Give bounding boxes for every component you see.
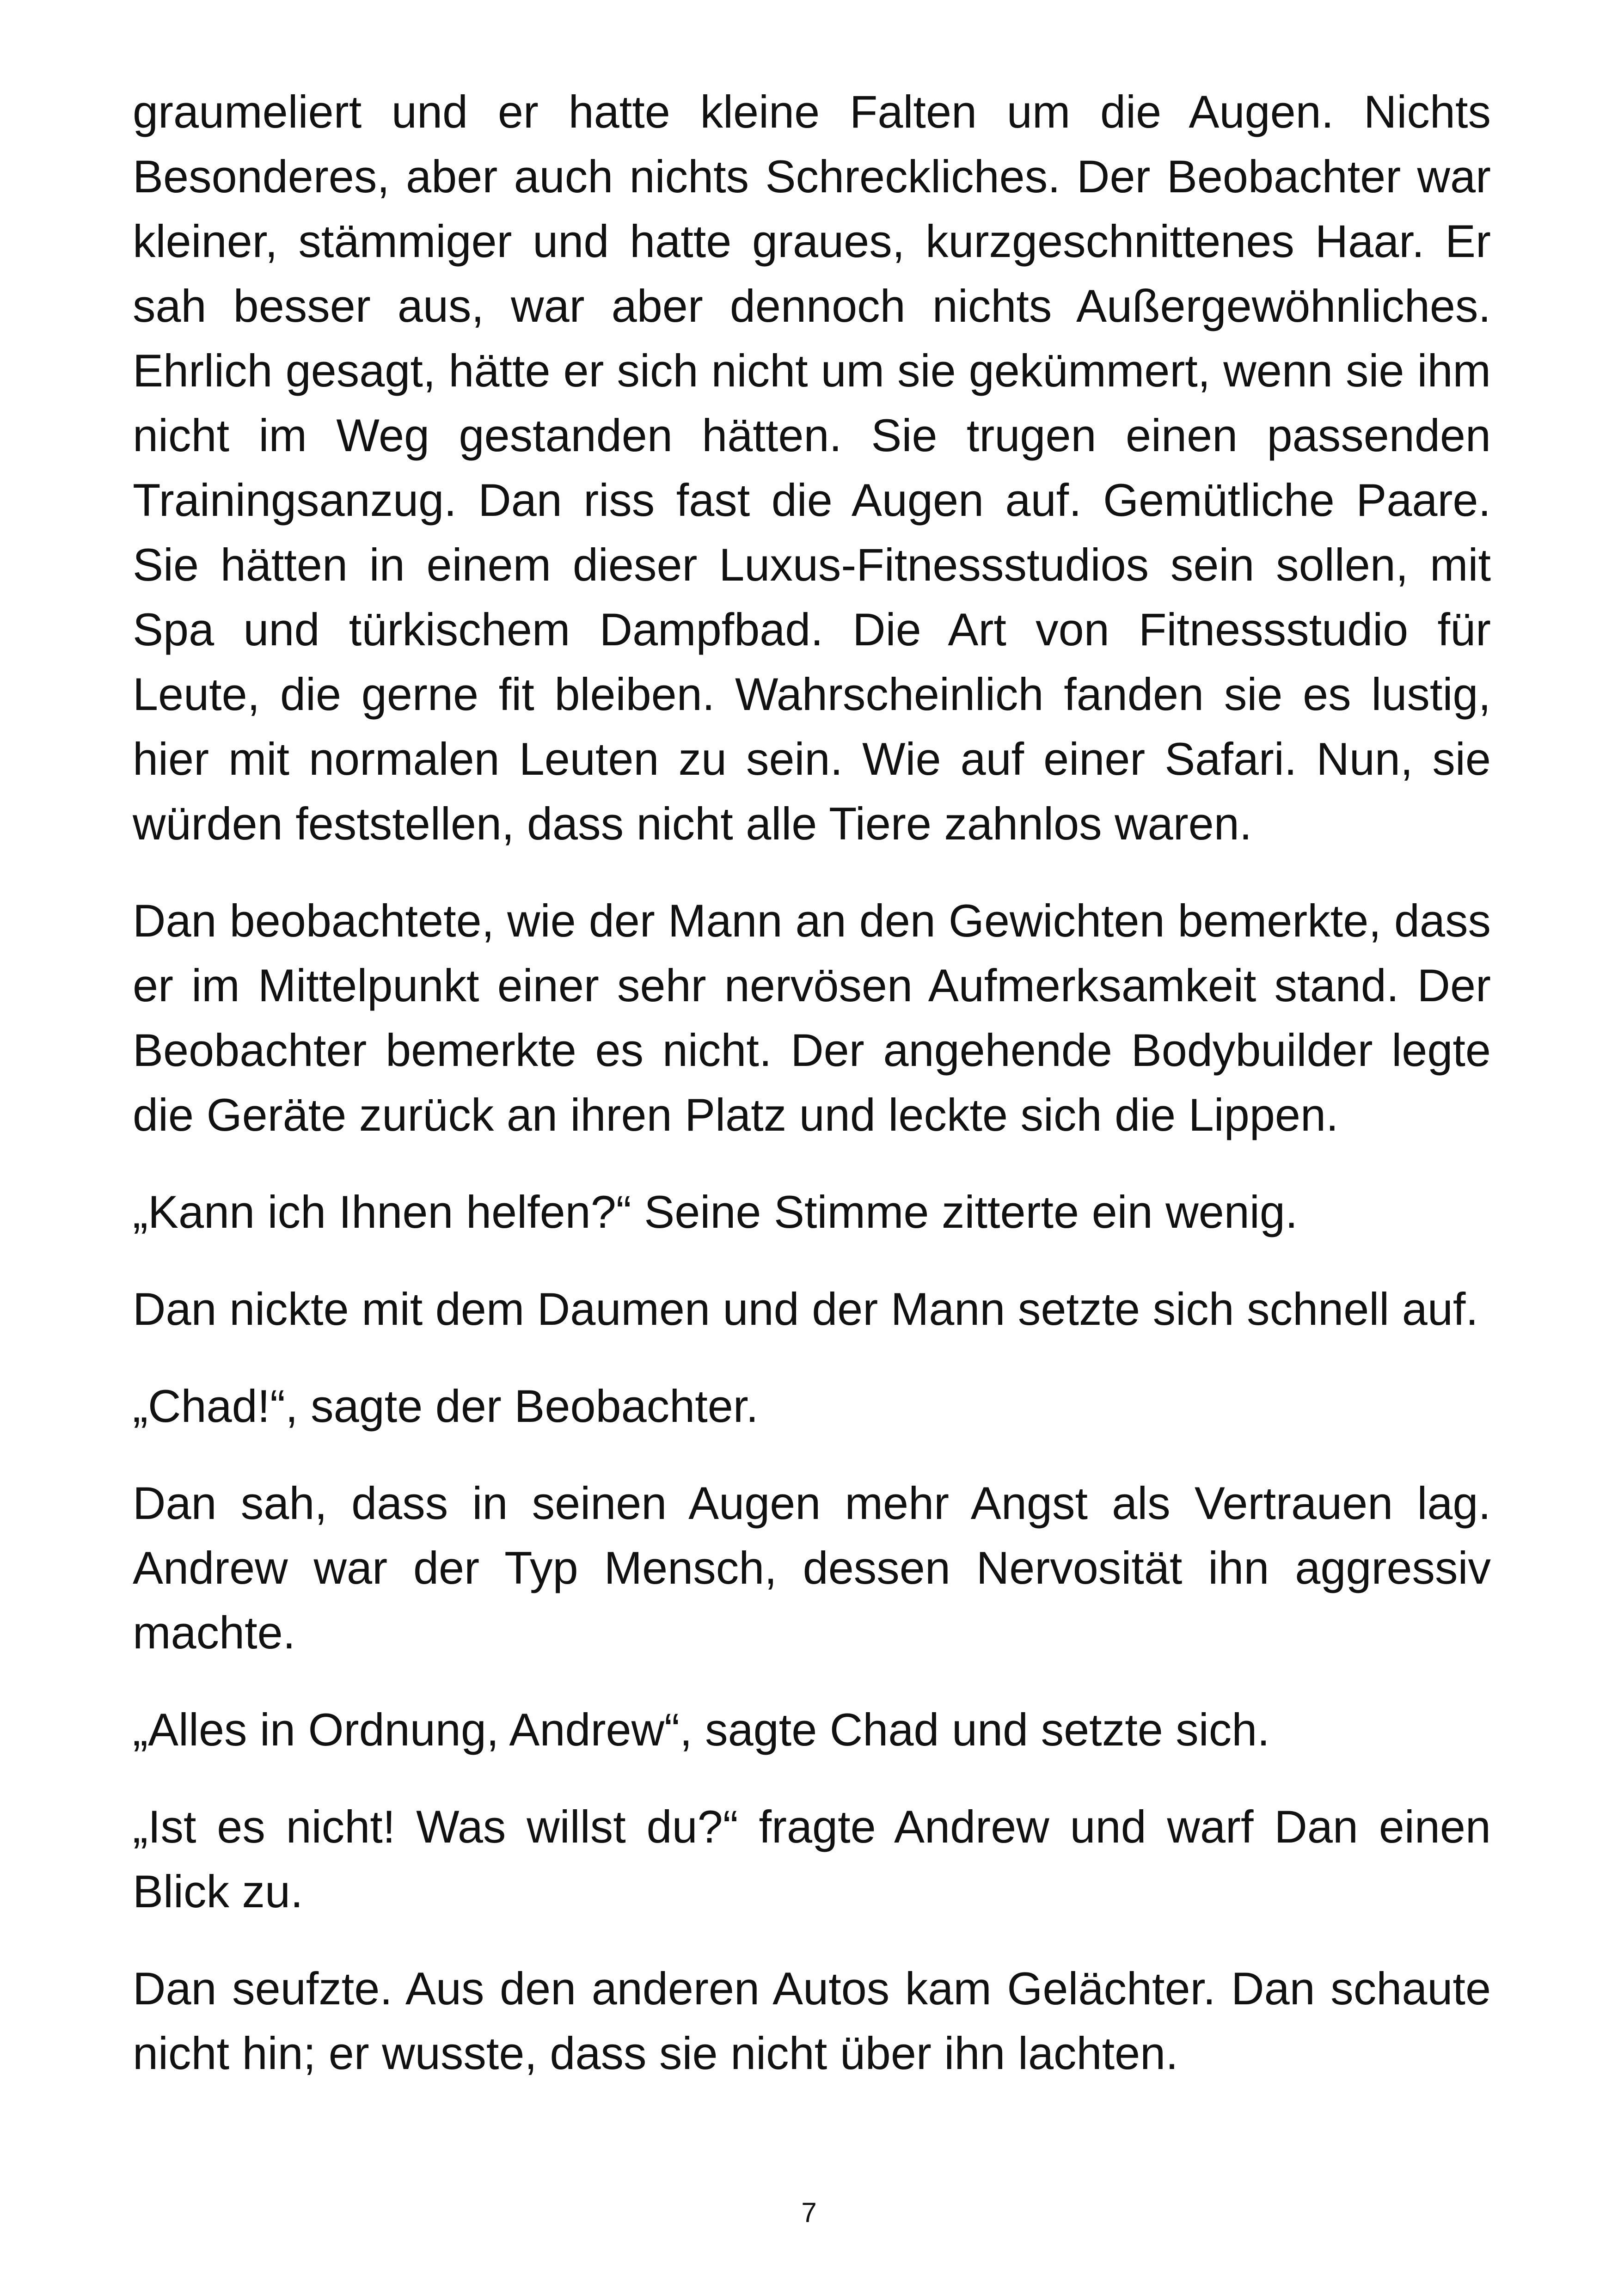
body-text [133, 80, 1491, 2118]
paragraph: Dan seufzte. Aus den anderen Autos kam Gelächter. Dan schaute nicht hin; er wusste, dass sie nicht über ihn lachten. [133, 1963, 1491, 2079]
paragraph: Dan sah, dass in seinen Augen mehr Angst als Vertrauen lag. Andrew war der Typ Mensch, dessen Nervosität ihn aggressiv machte. [133, 1477, 1491, 1658]
paragraph: „Chad!“, sagte der Beobachter. [133, 1380, 759, 1432]
paragraph: „Kann ich Ihnen helfen?“ Seine Stimme zitterte ein wenig. [133, 1186, 1298, 1237]
paragraph: Dan nickte mit dem Daumen und der Mann setzte sich schnell auf. [133, 1283, 1478, 1335]
paragraph: Dan beobachtete, wie der Mann an den Gewichten bemerkte, dass er im Mittelpunkt einer sehr nervösen Aufmerksamkeit stand. Der Beobachter bemerkte es nicht. Der angehende Bodybuilder legte die Geräte zurück an ihren Platz und leckte sich die Lippen. [133, 895, 1491, 1140]
page-number: 7 [801, 2197, 817, 2228]
paragraph: graumeliert und er hatte kleine Falten um die Augen. Nichts Besonderes, aber auch nichts Schreckliches. Der Beobachter war kleiner, stämmiger und hatte graues, kurzgeschnittenes Haar. Er sah besser aus, war aber dennoch nichts Außergewöhnliches. Ehrlich gesagt, hätte er sich nicht um sie gekümmert, wenn sie ihm nicht im Weg gestanden hätten. Sie trugen einen passenden Trainingsanzug. Dan riss fast die Augen auf. Gemütliche Paare. Sie hätten in einem dieser Luxus-Fitnessstudios sein sollen, mit Spa und türkischem Dampfbad. Die Art von Fitnessstudio für Leute, die gerne fit bleiben. Wahrscheinlich fanden sie es lustig, hier mit normalen Leuten zu sein. Wie auf einer Safari. Nun, sie würden feststellen, dass nicht alle Tiere zahnlos waren. [133, 86, 1491, 849]
paragraph: „Ist es nicht! Was willst du?“ fragte Andrew und warf Dan einen Blick zu. [133, 1801, 1491, 1917]
paragraph: „Alles in Ordnung, Andrew“, sagte Chad und setzte sich. [133, 1704, 1270, 1755]
